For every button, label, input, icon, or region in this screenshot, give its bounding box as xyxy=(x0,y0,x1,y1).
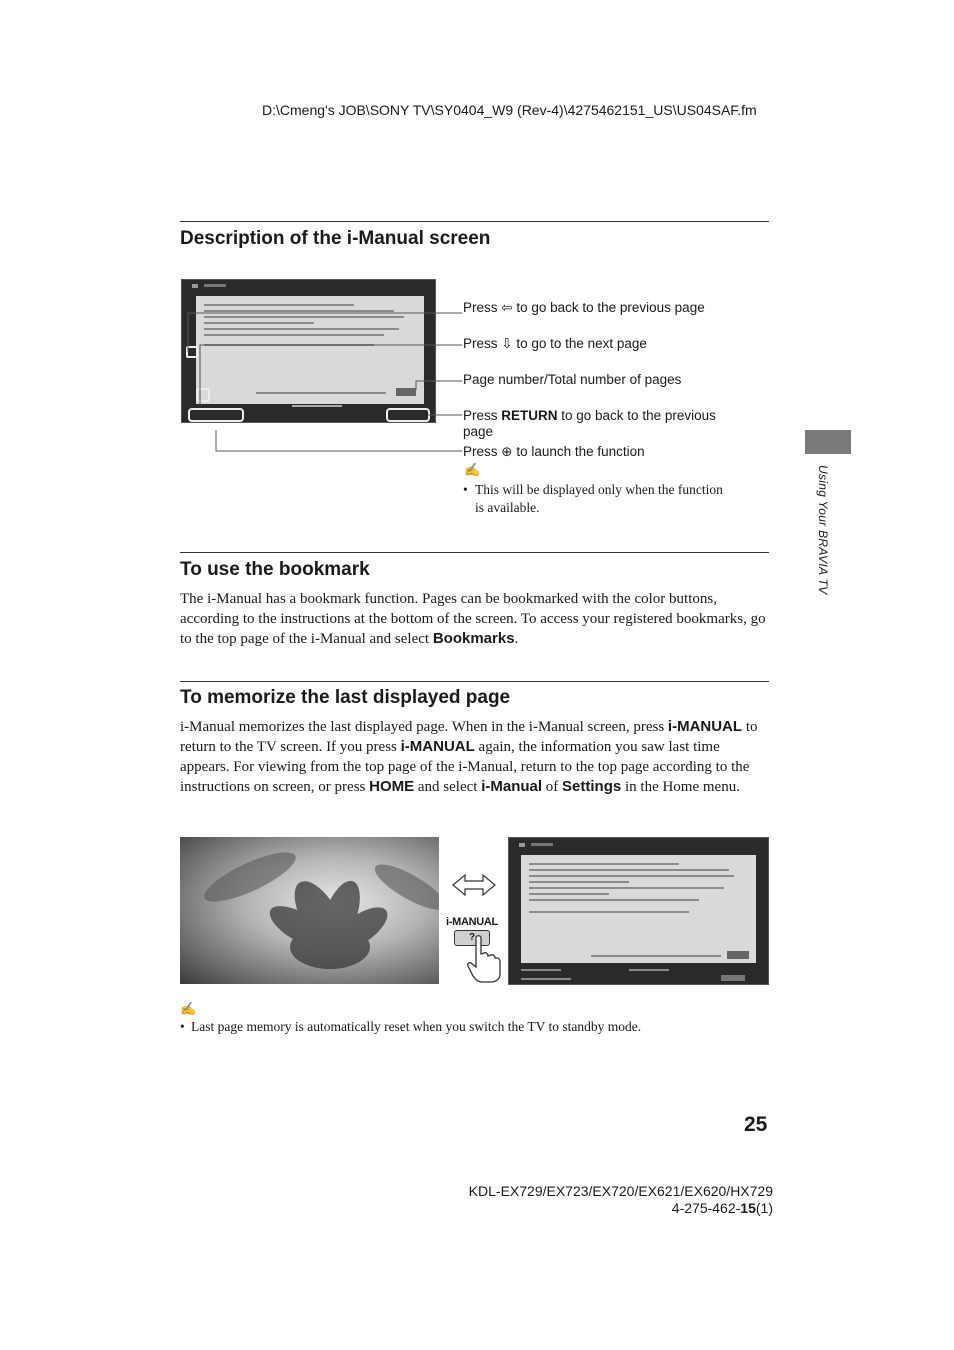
tv-picture-flower-image xyxy=(180,837,439,984)
note-last-page-memory: • Last page memory is automatically reset when you switch the TV to standby mode. xyxy=(180,1019,642,1034)
double-arrow-icon xyxy=(451,872,497,898)
enter-button-icon: ⊕ xyxy=(501,444,513,459)
callout-next-page: Press ⇩ to go to the next page xyxy=(463,336,647,351)
file-path: D:\Cmeng's JOB\SONY TV\SY0404_W9 (Rev-4)\4275462151_US\US04SAF.fm xyxy=(262,102,757,118)
section-title-bookmark: To use the bookmark xyxy=(180,559,370,580)
page-number: 25 xyxy=(744,1113,768,1136)
screen-content-panel xyxy=(521,855,756,963)
down-arrow-icon: ⇩ xyxy=(501,336,513,351)
section-title-imanual-screen: Description of the i-Manual screen xyxy=(180,228,491,249)
left-arrow-icon: ⇦ xyxy=(501,300,513,315)
callout-return: Press RETURN to go back to the previous page xyxy=(463,408,716,439)
section-rule xyxy=(180,221,769,222)
note-pencil-icon: ✍ xyxy=(180,1002,197,1017)
callout-prev-page: Press ⇦ to go back to the previous page xyxy=(463,300,705,315)
bookmark-paragraph: The i-Manual has a bookmark function. Pages can be bookmarked with the color buttons, according to the instructions at the bottom of the screen. To access your registered bookmarks, go to the top page of the i-Manual and select Bookmarks. xyxy=(180,591,766,647)
imanual-button: ? xyxy=(454,930,490,946)
memorize-paragraph: i-Manual memorizes the last displayed page. When in the i-Manual screen, press i-MANUAL to return to the TV screen. If you press i-MANUAL again, the information you saw last time appears. For viewing from the top page of the i-Manual, return to the top page according to the instructions on screen, or press HOME and select i-Manual of Settings in the Home menu. xyxy=(180,718,758,795)
model-numbers: KDL-EX729/EX723/EX720/EX621/EX620/HX729 4-275-462-15(1) xyxy=(468,1183,773,1216)
note-pencil-icon: ✍ xyxy=(464,463,481,478)
imanual-screen-illustration-2 xyxy=(508,837,769,985)
pointing-hand-icon xyxy=(466,934,502,984)
note-function-available: • This will be displayed only when the function is available. xyxy=(463,482,723,515)
flower-illustration xyxy=(180,837,439,984)
screen-title-bar xyxy=(531,843,553,846)
page-count-box xyxy=(727,951,749,959)
section-title-memorize: To memorize the last displayed page xyxy=(180,687,511,708)
home-icon xyxy=(519,843,525,847)
section-rule xyxy=(180,552,769,553)
return-key-label xyxy=(721,975,745,981)
screen-title-bar xyxy=(204,284,226,287)
callout-page-number: Page number/Total number of pages xyxy=(463,372,682,387)
home-icon xyxy=(192,284,198,288)
callout-launch-function: Press ⊕ to launch the function xyxy=(463,444,645,459)
callout-leader-lines xyxy=(180,295,470,460)
imanual-button-label: i-MANUAL xyxy=(446,916,498,928)
side-tab-label: Using Your BRAVIA TV xyxy=(816,465,830,595)
side-tab-marker xyxy=(805,430,851,454)
section-rule xyxy=(180,681,769,682)
